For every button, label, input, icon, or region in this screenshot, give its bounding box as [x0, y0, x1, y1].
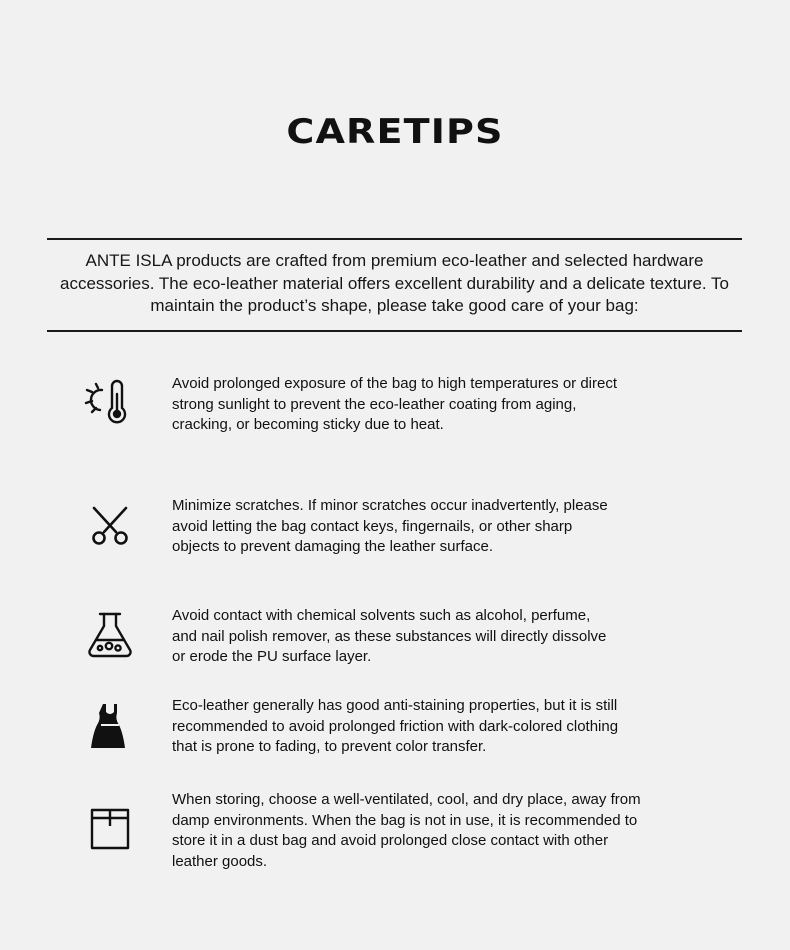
care-tip-text: When storing, choose a well-ventilated, cool, and dry place, away from damp environments. When the bag is not in use, it is recommended to store it in a dust bag and avoid prolonged close contact with other leather goods. [172, 791, 641, 870]
care-tip-text: Eco-leather generally has good anti-staining properties, but it is still recommended to avoid prolonged friction with dark-colored clothing that is prone to fading, to prevent color transfer. [172, 697, 619, 755]
scissors-icon [84, 500, 136, 552]
chemical-flask-icon [84, 610, 136, 662]
top-divider [47, 238, 742, 240]
care-tip-text: Avoid prolonged exposure of the bag to high temperatures or direct strong sunlight to prevent the eco-leather coating from aging, cracking, or becoming sticky due to heat. [172, 375, 618, 433]
storage-box-icon [84, 804, 136, 856]
page-title: CARETIPS [286, 112, 504, 152]
care-tip-text: Avoid contact with chemical solvents such as alcohol, perfume, and nail polish remover, as these substances will directly dissolve or erode the PU surface layer. [172, 607, 607, 665]
care-tip-text: Minimize scratches. If minor scratches occur inadvertently, please avoid letting the bag contact keys, fingernails, or other sharp objects to prevent damaging the leather surface. [172, 497, 608, 555]
dress-icon [84, 700, 136, 752]
bottom-divider [47, 330, 742, 332]
sun-thermometer-icon [84, 376, 136, 428]
intro-paragraph: ANTE ISLA products are crafted from premium eco-leather and selected hardware accessories. The eco-leather material offers excellent durability and a delicate texture. To maintain the product’s shape, please take good care of your bag: [59, 251, 730, 315]
